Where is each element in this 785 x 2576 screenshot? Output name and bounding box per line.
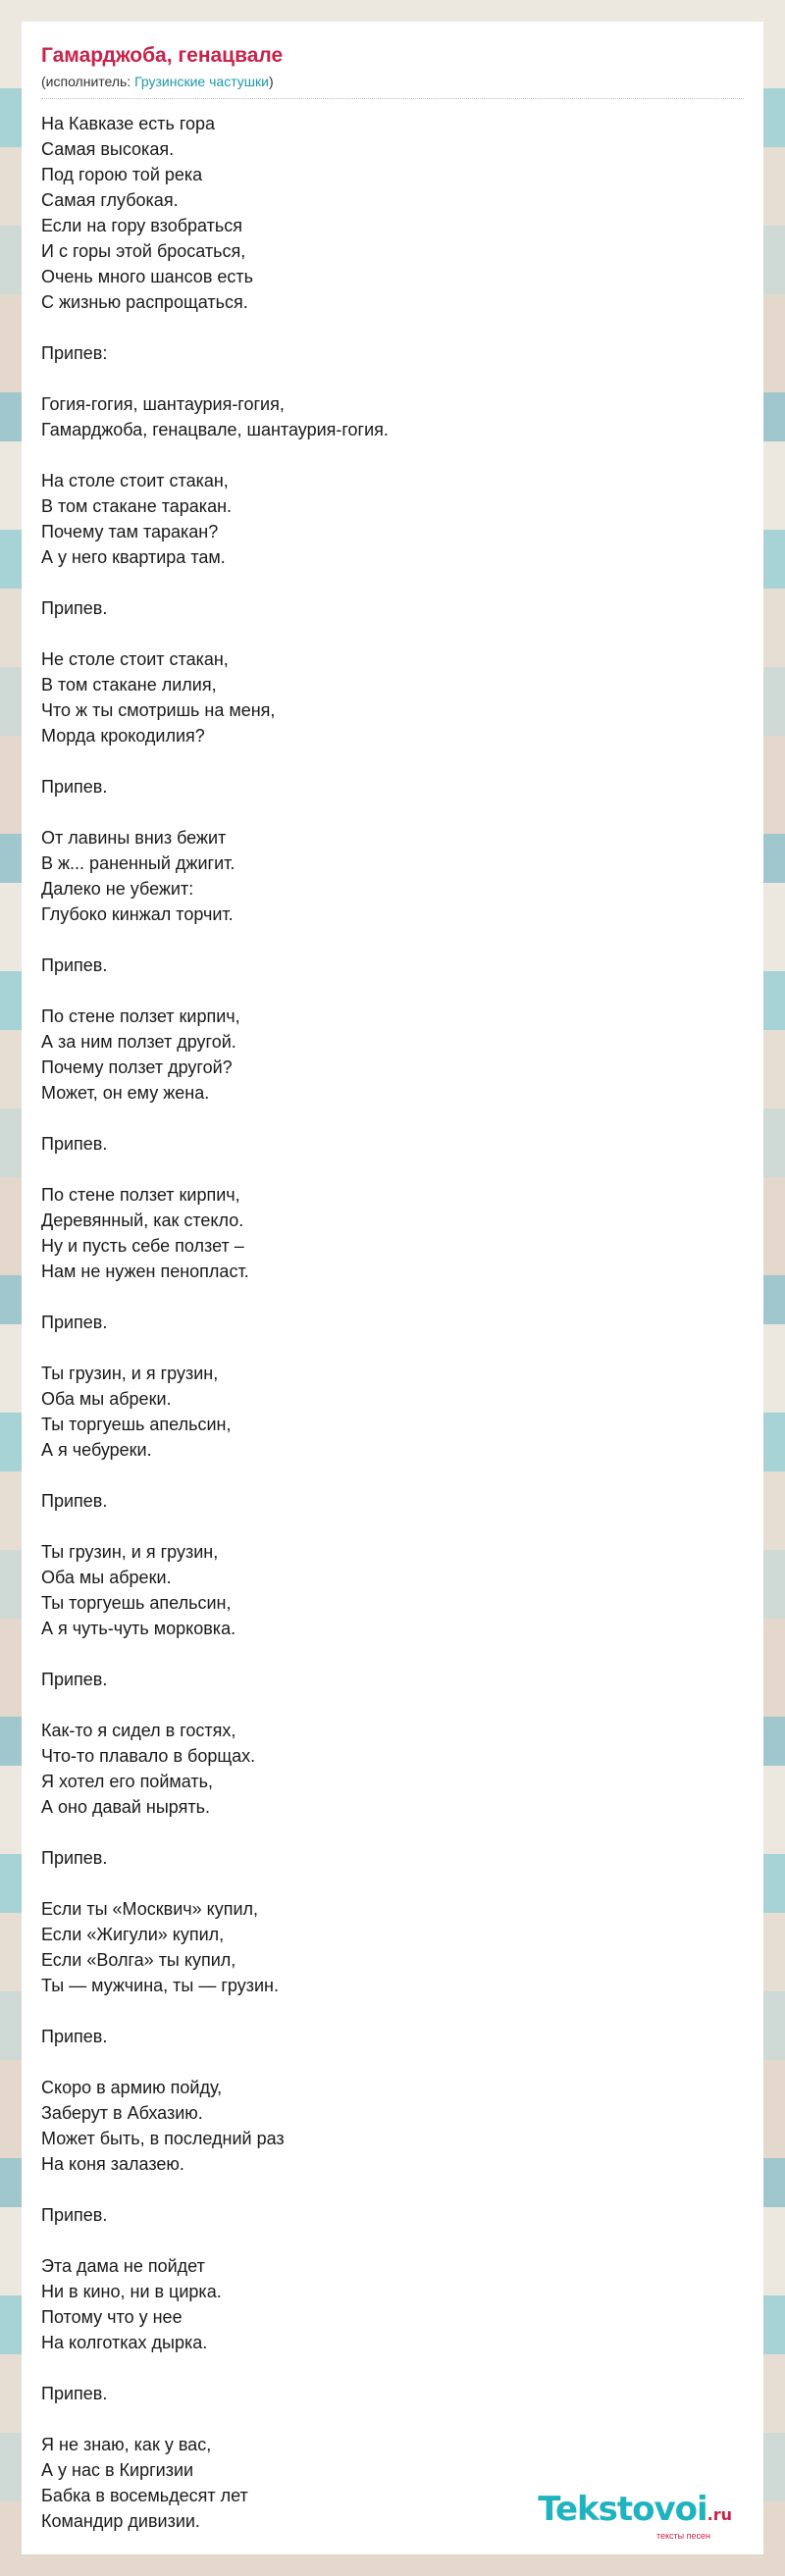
artist-link[interactable]: Грузинские частушки — [134, 74, 269, 89]
logo-tagline: тексты песен — [655, 2531, 710, 2541]
lyrics-card — [22, 22, 763, 2554]
byline-suffix: ) — [268, 74, 274, 89]
byline-prefix: (исполнитель: — [41, 74, 135, 89]
song-title: Гамарджоба, генацвале — [41, 44, 284, 67]
artist-byline — [41, 73, 744, 99]
logo-name: Tekstovoi — [538, 2490, 707, 2529]
site-logo[interactable] — [538, 2492, 732, 2541]
lyrics-text: На Кавказе есть гора Самая высокая. Под горою той река Самая глубокая. Если на гору взобраться И с горы этой бросаться, Очень много шансов есть С жизнью распрощаться. Припев: Гогия-гогия, шантаурия-гогия, Гамарджоба, генацвале, шантаурия-гогия. На столе стоит стакан, В том стакане таракан. Почему там таракан? А у него квартира там. Припев. Не столе стоит стакан, В том стакане лилия, Что ж ты смотришь на меня, Морда крокодилия? Припев. От лавины вниз бежит В ж... раненный джигит. Далеко не убежит: Глубоко кинжал торчит. Припев. По стене ползет кирпич, А за ним ползет другой. Почему ползет другой? Может, он ему жена. Припев. По стене ползет кирпич, Деревянный, как стекло. Ну и пусть себе ползет – Нам не нужен пенопласт. Припев. Ты грузин, и я грузин, Оба мы абреки. Ты торгуешь апельсин, А я чебуреки. Припев. Ты грузин, и я грузин, Оба мы абреки. Ты торгуешь апельсин, А я чуть-чуть морковка. Припев. Как-то я сидел в гостях, Что-то плавало в борщах. Я хотел его поймать, А оно давай нырять. Припев. Если ты «Москвич» купил, Если «Жигули» купил, Если «Волга» ты купил, Ты — мужчина, ты — грузин. Припев. Скоро в армию пойду, Заберут в Абхазию. Может быть, в последний раз На коня залазею. Припев. Эта дама не пойдет Ни в кино, ни в цирка. Потому что у нее На колготках дырка. Припев. Я не знаю, как у вас, А у нас в Киргизии Бабка в восемьдесят лет Командир дивизии. — [41, 114, 389, 2531]
logo-tld: .ru — [706, 2505, 732, 2524]
